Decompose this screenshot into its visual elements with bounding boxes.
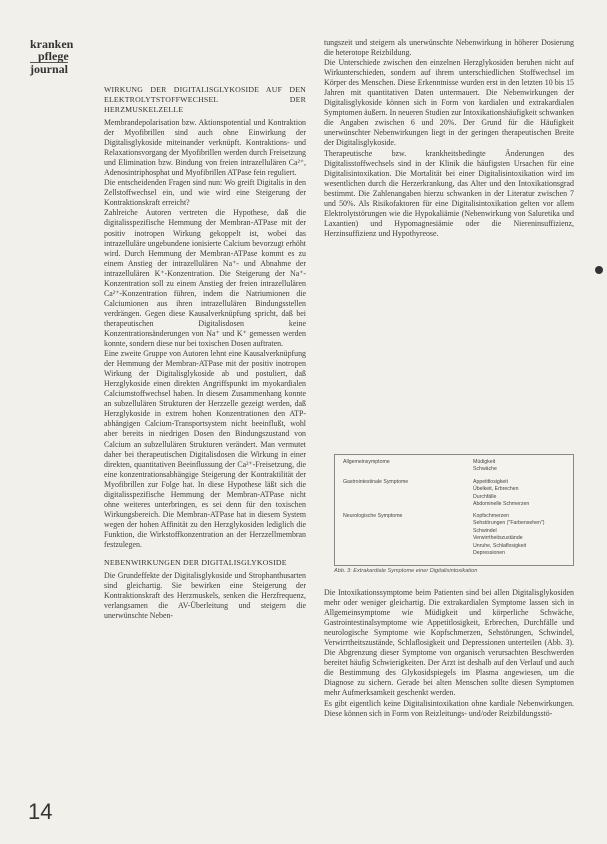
paragraph: tungszeit und steigern als unerwünschte Nebenwirkung in höherer Dosierung die heterotope Reizbildung. <box>324 38 574 58</box>
figure-item: Unruhe, Schlaflosigkeit <box>473 542 527 549</box>
figure-item: Schwindel <box>473 527 497 534</box>
paragraph: Die entscheidenden Fragen sind nun: Wo greift Digitalis in den Zellstoffwechsel ein, und wie wird eine Steigerung der Kontraktionskraft erreicht? <box>104 178 306 208</box>
figure-item: Appetitlosigkeit <box>473 479 508 485</box>
right-column-bottom <box>324 588 574 719</box>
figure-item: Depressionen <box>473 550 506 557</box>
figure-box <box>334 454 574 566</box>
figure-item: Abdominelle Schmerzen <box>473 501 530 508</box>
paragraph: Eine zweite Gruppe von Autoren lehnt eine Kausalverknüpfung der Hemmung der Membran-ATPase mit der positiv inotropen Wirkung der Digitalisglykoside ab und postuliert, daß Herzglykoside einen direkten Angriffspunkt im myokardialen Calciumstoffwechsel haben. In diesem Zusammenhang konnte an subzellulären Strukturen der Herzzelle gezeigt werden, daß Herzglykoside in extrem hohen Konzentrationen den ATP-abhängigen Calcium-Transportsystem nicht beeinflußt, wohl aber bereits in niedrigen Dosen den Bindungszustand von Calcium an subzellulären Strukturen verändert. Man vermutet daher bei therapeutischen Digitalisdosen die Wirkung in einer direkten, quantitativen Beeinflussung der Ca²⁺-Freisetzung, die eine konzentrationsabhängige Steigerung der Kontraktilität der Myofibrillen zur Folge hat. In diese Hypothese läßt sich die digitalisspezifische Hemmung der Membran-ATPase nicht ohne weiteres unterbringen, es sei denn für den toxischen Wirkungsbereich. Die Membran-ATPase hat in diesem System wegen der hohen Affinität zu den Herzglykosiden lediglich die Funktion, die Wirkstoffkonzentration an der Herzzellmembran festzulegen. <box>104 349 306 549</box>
figure-item: Sehstörungen ("Farbensehen") <box>473 520 545 527</box>
logo-line-2: pflege <box>38 49 69 63</box>
left-column <box>104 85 306 621</box>
figure-caption: Abb. 3: Extrakardiale Symptome einer Digitalisintoxikation <box>334 568 478 574</box>
paragraph: Zahlreiche Autoren vertreten die Hypothese, daß die digitalisspezifische Hemmung der Membran-ATPase mit der positiv inotropen Wirkung gekoppelt ist, wobei das intrazelluläre ungebundene ionisierte Calcium bevorzugt erhöht wird. Durch Hemmung der Membran-ATPase kommt es zu einem Anstieg der intrazellulären Na⁺- und Abnahme der intrazellulären K⁺-Konzentration. Die Steigerung der Na⁺-Konzentration soll zu einem Anstieg der freien intrazellulären Ca²⁺-Konzentration führen, indem die Natriumionen die Calciumionen aus ihren intrazellulären Bindungsstellen verdrängen. Gegen diese Kausalverknüpfung spricht, daß bei therapeutischen Digitalisdosen keine Konzentrationsänderungen von Na⁺ und K⁺ gemessen werden konnte, sondern diese nur bei toxischen Dosen auftraten. <box>104 208 306 349</box>
figure-item: Übelkeit, Erbrechen <box>473 486 519 493</box>
logo-line-1: kranken <box>30 37 74 51</box>
binding-mark <box>595 266 603 274</box>
figure-items <box>473 459 569 474</box>
figure-items <box>473 479 569 509</box>
right-column-top <box>324 38 574 239</box>
paragraph: Therapeutische bzw. krankheitsbedingte Änderungen des Digitalisstoffwechsels sind in der Klinik die häufigsten Ursachen für eine Digitalisintoxikation. Die Mortalität bei einer Digitalisintoxikation wird im wesentlichen durch die Herzerkrankung, das Alter und den Intoxikationsgrad bestimmt. Die Zahlenangaben hierzu schwanken in der Literatur zwischen 7 und 50%. Als Risikofaktoren für eine Digitalisintoxikation gelten vor allem Elektrolytstörungen wie die Hypokaliämie (Nebenwirkung von Saluretika und Laxantien) und Hypomagnesiämie oder die Niereninsuffizienz, Herzinsuffizienz und Hypothyreose. <box>324 148 574 238</box>
section-heading-wirkung: WIRKUNG DER DIGITALISGLYKOSIDE AUF DEN ELEKTROLYTSTOFFWECHSEL DER HERZMUSKELZELLE <box>104 85 306 114</box>
paragraph: Die Grundeffekte der Digitalisglykoside und Strophanthusarten sind gleichartig. Sie bewirken eine Steigerung der Kontraktionskraft des Herzmuskels, senken die Herzfrequenz, verlangsamen die AV-Überleitung und steigern die unerwünschte Neben- <box>104 571 306 621</box>
paragraph: Membrandepolarisation bzw. Aktionspotential und Kontraktion der Myofibrillen sind auch ohne Einwirkung der Digitalisglykoside miteinander verknüpft. Kontraktions- und Relaxationsvorgang der Myofibrillen werden durch Freisetzung und Elimination bzw. Bindung von freien intrazellulären Ca²⁺, Adenosintriphosphat und Myofibrillen ATPase fein reguliert. <box>104 118 306 178</box>
figure-label: Neurologische Symptome <box>343 513 403 519</box>
section-heading-nebenwirkungen: NEBENWIRKUNGEN DER DIGITALISGLYKOSIDE <box>104 558 287 568</box>
figure-item: Schwäche <box>473 466 497 473</box>
paragraph: Es gibt eigentlich keine Digitalisintoxikation ohne kardiale Nebenwirkungen. Diese können sich in Form von Reizleitungs- und/oder Reizbildungsstö- <box>324 698 574 718</box>
figure-label: Gastrointestinale Symptome <box>343 479 409 485</box>
journal-logo <box>30 38 94 75</box>
paragraph: Die Intoxikationssymptome beim Patienten sind bei allen Digitalisglykosiden mehr oder weniger gleichartig. Die extrakardialen Symptome lassen sich in Allgemeinsymptome wie Müdigkeit und körperliche Schwäche, Gastrointestinalsymptome wie Appetitlosigkeit, Erbrechen, Durchfälle und neurologische Symptome wie Kopfschmerzen, Sehstörungen, Schwindel, Verwirrtheitszustände, Schlaflosigkeit und Depressionen unterteilen (Abb. 3). Die Abgrenzung dieser Symptome von organisch verursachten Beschwerden bereitet häufig Schwierigkeiten. Der Arzt ist deshalb auf den Verlauf und auch die Bestimmung des Glykosidspiegels im Plasma angewiesen, um die Diagnose zu sichern. Gerade bei alten Menschen sollte diesen Symptomen mehr Aufmerksamkeit geschenkt werden. <box>324 588 574 698</box>
logo-line-3: journal <box>30 62 69 76</box>
paragraph: Die Unterschiede zwischen den einzelnen Herzglykosiden beruhen nicht auf Wirkunterschieden, sondern auf ihrem unterschiedlichen Stoffwechsel im Körper des Menschen. Diese Erkenntnisse wurden erst in den letzten 10 bis 15 Jahren mit quantitativen Daten untermauert. Die Nebenwirkungen der Digitalisglykoside können sich in Form von kardialen und extrakardialen Symptomen äußern. In neueren Studien zur Intoxikationshäufigkeit schwanken die Angaben zwischen 6 und 20%. Der Grund für die Häufigkeit unerwünschter Nebenwirkungen liegt in der geringen therapeutischen Breite der Digitalisglykoside. <box>324 58 574 148</box>
figure-item: Müdigkeit <box>473 459 496 465</box>
figure-items <box>473 513 569 557</box>
figure-label: Allgemeinsymptome <box>343 459 390 465</box>
page-number: 14 <box>28 799 53 824</box>
figure-item: Kopfschmerzen <box>473 513 510 519</box>
figure-item: Verwirrtheitszustände <box>473 535 523 542</box>
figure-item: Durchfälle <box>473 493 497 500</box>
